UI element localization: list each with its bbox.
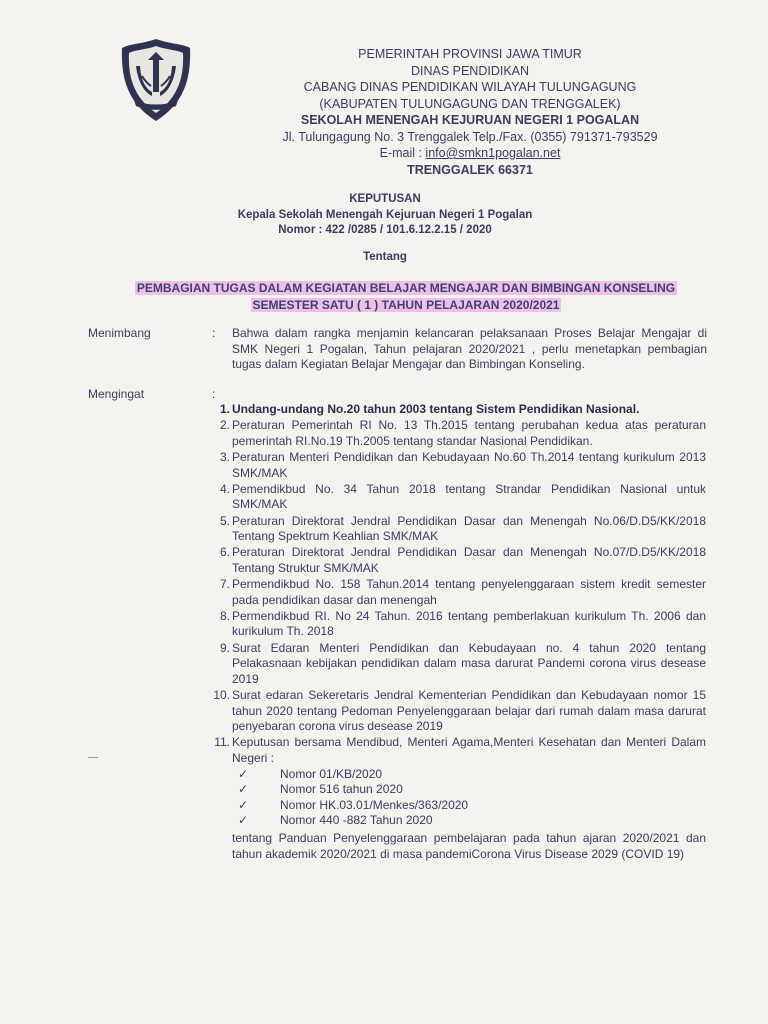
decision-issuer: Kepala Sekolah Menengah Kejuruan Negeri 1 Pogalan bbox=[237, 208, 533, 221]
list-item: 9. Surat Edaran Menteri Pendidikan dan Kebudayaan no. 4 tahun 2020 tentang Pelakasnaan kebijakan pendidikan dalam masa darurat Pandemi corona virus desease 2019 bbox=[219, 640, 706, 686]
letterhead-branch: CABANG DINAS PENDIDIKAN WILAYAH TULUNGAGUNG bbox=[303, 80, 637, 94]
list-item: 7. Permendikbud No. 158 Tahun.2014 tentang penyelenggaraan sistem kredit semester pada pendidikan dasar dan menengah bbox=[219, 577, 706, 607]
decision-subject-line1: PEMBAGIAN TUGAS DALAM KEGIATAN BELAJAR MENGAJAR DAN BIMBINGAN KONSELING bbox=[136, 281, 676, 295]
margin-mark bbox=[88, 757, 98, 758]
list-item: 6. Peraturan Direktorat Jendral Pendidikan Dasar dan Menengah No.07/D.D5/KK/2018 Tentang Struktur SMK/MAK bbox=[219, 545, 706, 575]
letterhead-regency: (KABUPATEN TULUNGAGUNG DAN TRENGGALEK) bbox=[319, 96, 621, 111]
letterhead-school-name: SEKOLAH MENENGAH KEJURUAN NEGERI 1 POGALAN bbox=[300, 113, 640, 127]
list-item: ✓ Nomor HK.03.01/Menkes/363/2020 bbox=[238, 797, 469, 812]
menimbang-label: Menimbang bbox=[88, 326, 151, 340]
mengingat-list bbox=[206, 402, 706, 863]
list-item: 2. Peraturan Pemerintah RI No. 13 Th.2015 tentang perubahan kedua atas peraturan pemerintah RI.No.19 Th.2005 tentang standar Nasional Pendidikan. bbox=[219, 418, 706, 448]
decision-number: Nomor : 422 /0285 / 101.6.12.2.15 / 2020 bbox=[278, 224, 492, 236]
list-item: ✓ Nomor 01/KB/2020 bbox=[238, 766, 383, 781]
letterhead-email-label: E-mail : bbox=[379, 146, 426, 160]
letterhead-address: Jl. Tulungagung No. 3 Trenggalek Telp./Fax. (0355) 791371-793529 bbox=[282, 129, 658, 144]
checkmark-icon: ✓ bbox=[238, 813, 249, 828]
letterhead-email-row bbox=[230, 145, 710, 162]
checkmark-icon: ✓ bbox=[238, 797, 249, 812]
checkmark-icon: ✓ bbox=[238, 766, 249, 781]
letterhead-city: TRENGGALEK 66371 bbox=[407, 162, 533, 177]
list-item: 8. Permendikbud RI. No 24 Tahun. 2016 tentang pemberlakuan kurikulum Th. 2006 dan kurikulum Th. 2018 bbox=[219, 608, 706, 639]
list-item: 5. Peraturan Direktorat Jendral Pendidikan Dasar dan Menengah No.06/D.D5/KK/2018 Tentang Spektrum Keahlian SMK/MAK bbox=[219, 513, 706, 544]
mengingat-label: Mengingat bbox=[88, 387, 145, 401]
letterhead-email-link[interactable]: info@smkn1pogalan.net bbox=[425, 146, 561, 160]
decision-subject bbox=[86, 280, 726, 314]
letterhead-department: DINAS PENDIDIKAN bbox=[410, 63, 530, 78]
menimbang-colon: : bbox=[212, 326, 216, 340]
menimbang-text: Bahwa dalam rangka menjamin kelancaran pelaksanaan Proses Belajar Mengajar di SMK Negeri 1 Pogalan, Tahun pelajaran 2020/2021 , perlu menetapkan pembagian tugas dalam Kegiatan Belajar Mengajar dan Bimbingan Konseling. bbox=[232, 326, 707, 372]
list-item: 11. Keputusan bersama Mendibud, Menteri Agama,Menteri Kesehatan dan Menteri Dalam Negeri : ✓ Nomor 01/KB/2020 ✓ Nomor 516 tahun 2020 ✓ Nomor HK.03.01/Menkes/363/2020 ✓ Nomor 440 -882 Tahun 2020 tentang Panduan Penyelenggaraan pembelajaran pada tahun ajaran 2020/2021 dan tahun akademik 2020/2021 di masa pandemiCorona Virus Disease 2029 (COVID 19) bbox=[214, 735, 706, 861]
list-item: 1. Undang-undang No.20 tahun 2003 tentang Sistem Pendidikan Nasional. bbox=[219, 402, 640, 416]
decision-header bbox=[200, 192, 570, 239]
mengingat-colon: : bbox=[212, 387, 216, 401]
list-item: 4. Pemendikbud No. 34 Tahun 2018 tentang Strandar Pendidikan Nasional untuk SMK/MAK bbox=[219, 481, 706, 512]
east-java-emblem-logo bbox=[118, 36, 194, 124]
decision-subject-line2: SEMESTER SATU ( 1 ) TAHUN PELAJARAN 2020/2021 bbox=[252, 298, 560, 312]
letterhead-government: PEMERINTAH PROVINSI JAWA TIMUR bbox=[358, 47, 582, 61]
list-item: 10. Surat edaran Sekeretaris Jendral Kementerian Pendidikan dan Kebudayaan nomor 15 tahun 2020 tentang Pedoman Penyelenggaraan belajar dari rumah dalam masa darurat penyebaran corona virus desease 2019 bbox=[213, 688, 706, 734]
decision-about: Tentang bbox=[363, 251, 407, 263]
list-item: ✓ Nomor 440 -882 Tahun 2020 bbox=[238, 813, 433, 828]
letterhead bbox=[230, 46, 710, 178]
joint-decree-closing: tentang Panduan Penyelenggaraan pembelajaran pada tahun ajaran 2020/2021 dan tahun akademik 2020/2021 di masa pandemiCorona Virus Disease 2029 (COVID 19) bbox=[232, 830, 706, 861]
decision-title: KEPUTUSAN bbox=[349, 193, 421, 205]
list-item: ✓ Nomor 516 tahun 2020 bbox=[238, 782, 403, 797]
joint-decree-list bbox=[232, 767, 706, 829]
list-item: 3. Peraturan Menteri Pendidikan dan Kebudayaan No.60 Th.2014 tentang kurikulum 2013 SMK/MAK bbox=[219, 449, 706, 480]
checkmark-icon: ✓ bbox=[238, 782, 249, 797]
